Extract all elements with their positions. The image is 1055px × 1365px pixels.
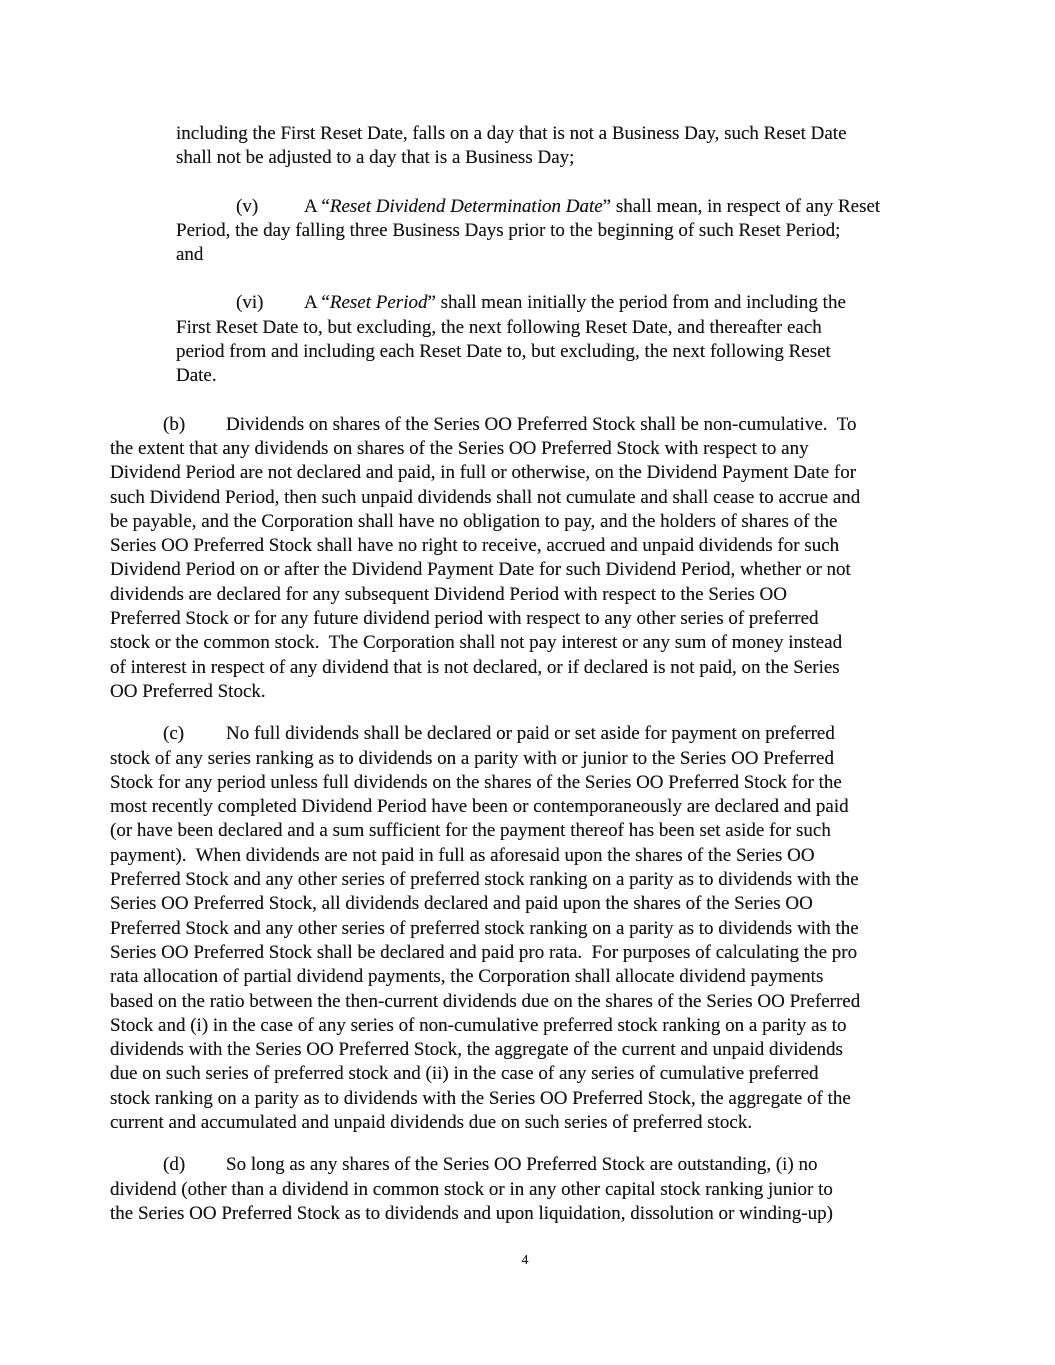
text-segment: A “ <box>304 292 330 314</box>
text-segment: Stock for any period unless full dividends on the shares of the Series OO Preferred Stock for the <box>110 771 842 793</box>
clause-c-parity-dividends <box>110 722 940 1135</box>
text-line <box>110 868 940 892</box>
text-segment: be payable, and the Corporation shall have no obligation to pay, and the holders of shares of the <box>110 510 838 532</box>
text-line <box>110 413 940 437</box>
text-segment: ” shall mean, in respect of any Reset <box>602 195 881 217</box>
text-line <box>110 990 940 1014</box>
text-line <box>176 195 940 219</box>
text-segment: Dividend Period are not declared and paid, in full or otherwise, on the Dividend Payment Date for <box>110 462 857 484</box>
text-line <box>110 461 940 485</box>
clause-label: (vi) <box>236 292 264 314</box>
text-line <box>110 771 940 795</box>
defined-term-italic: Reset Dividend Determination Date <box>329 195 603 217</box>
clause-label: (d) <box>163 1154 186 1176</box>
text-line <box>110 965 940 989</box>
text-segment: Series OO Preferred Stock, all dividends declared and paid upon the shares of the Series OO <box>110 893 813 915</box>
text-segment: shall not be adjusted to a day that is a Business Day; <box>176 147 575 169</box>
text-segment: Preferred Stock and any other series of preferred stock ranking on a parity as to dividends with the <box>110 869 859 891</box>
text-segment: Series OO Preferred Stock shall be declared and paid pro rata. For purposes of calculating the pro <box>110 941 858 963</box>
text-segment: Preferred Stock and any other series of preferred stock ranking on a parity as to dividends with the <box>110 917 859 939</box>
text-segment: A “ <box>304 195 330 217</box>
clause-label: (b) <box>163 413 186 435</box>
text-line <box>110 534 940 558</box>
text-segment: due on such series of preferred stock and (ii) in the case of any series of cumulative preferred <box>110 1063 819 1085</box>
text-segment: including the First Reset Date, falls on a day that is not a Business Day, such Reset Date <box>176 123 847 144</box>
text-segment: such Dividend Period, then such unpaid dividends shall not cumulate and shall cease to accrue and <box>110 486 861 508</box>
text-line <box>110 656 940 680</box>
defined-term-italic: Reset Period <box>329 292 428 314</box>
text-line <box>176 316 940 340</box>
clause-label: (v) <box>236 195 259 217</box>
text-segment: stock of any series ranking as to dividends on a parity with or junior to the Series OO Preferred <box>110 747 834 769</box>
text-line <box>110 1178 940 1202</box>
definition-vi-reset-period <box>176 291 940 388</box>
text-segment: ” shall mean initially the period from and including the <box>427 292 846 314</box>
text-segment: So long as any shares of the Series OO Preferred Stock are outstanding, (i) no <box>226 1154 818 1176</box>
text-line <box>110 1014 940 1038</box>
text-line <box>110 1153 940 1177</box>
text-segment: the extent that any dividends on shares of the Series OO Preferred Stock with respect to any <box>110 437 809 459</box>
text-segment: Date. <box>176 365 217 387</box>
text-line <box>110 486 940 510</box>
text-segment: period from and including each Reset Date to, but excluding, the next following Reset <box>176 341 831 363</box>
text-segment: payment). When dividends are not paid in full as aforesaid upon the shares of the Series OO <box>110 844 815 866</box>
text-segment: dividends are declared for any subsequent Dividend Period with respect to the Series OO <box>110 583 787 605</box>
text-line <box>176 340 940 364</box>
text-line <box>110 747 940 771</box>
text-line <box>110 558 940 582</box>
text-line <box>110 722 940 746</box>
text-line <box>110 1087 940 1111</box>
text-line <box>110 917 940 941</box>
text-line <box>110 437 940 461</box>
text-line <box>110 1062 940 1086</box>
text-line <box>176 122 940 146</box>
clause-d-outstanding-restrictions <box>110 1153 940 1226</box>
text-line <box>176 291 940 315</box>
text-segment: Preferred Stock or for any future dividend period with respect to any other series of preferred <box>110 608 819 630</box>
clause-label: (c) <box>163 723 185 745</box>
text-segment: Series OO Preferred Stock shall have no right to receive, accrued and unpaid dividends for such <box>110 535 840 557</box>
text-segment: dividends with the Series OO Preferred Stock, the aggregate of the current and unpaid dividends <box>110 1039 843 1061</box>
page-number: 4 <box>521 1252 529 1268</box>
text-line <box>110 892 940 916</box>
clause-reset-date-continuation <box>176 122 940 171</box>
text-line <box>110 607 940 631</box>
text-segment: the Series OO Preferred Stock as to dividends and upon liquidation, dissolution or winding-up) <box>110 1202 833 1224</box>
text-segment: rata allocation of partial dividend payments, the Corporation shall allocate dividend payments <box>110 966 824 988</box>
text-line <box>176 364 940 388</box>
text-segment: of interest in respect of any dividend that is not declared, or if declared is not paid, on the Series <box>110 656 840 678</box>
text-segment: and <box>176 244 204 266</box>
text-segment: Dividends on shares of the Series OO Preferred Stock shall be non-cumulative. To <box>226 413 857 435</box>
text-line <box>110 1111 940 1135</box>
definition-v-reset-dividend-determination-date <box>176 195 940 268</box>
text-line <box>110 583 940 607</box>
clause-b-non-cumulative-dividends <box>110 413 940 705</box>
text-segment: Period, the day falling three Business Days prior to the beginning of such Reset Period; <box>176 219 841 241</box>
text-line <box>110 844 940 868</box>
text-segment: stock ranking on a parity as to dividends with the Series OO Preferred Stock, the aggregate of the <box>110 1087 851 1109</box>
text-line <box>110 631 940 655</box>
text-line <box>110 1038 940 1062</box>
text-segment: dividend (other than a dividend in common stock or in any other capital stock ranking junior to <box>110 1178 833 1200</box>
text-segment: most recently completed Dividend Period have been or contemporaneously are declared and paid <box>110 796 849 818</box>
text-segment: stock or the common stock. The Corporation shall not pay interest or any sum of money instead <box>110 632 843 654</box>
text-segment: No full dividends shall be declared or paid or set aside for payment on preferred <box>226 723 835 745</box>
text-line <box>176 219 940 243</box>
text-line <box>110 941 940 965</box>
text-segment: First Reset Date to, but excluding, the next following Reset Date, and thereafter each <box>176 316 822 338</box>
text-line <box>176 146 940 170</box>
text-line <box>176 243 940 267</box>
text-line <box>110 819 940 843</box>
text-line <box>110 680 940 704</box>
text-line <box>110 795 940 819</box>
text-line <box>110 1202 940 1226</box>
text-segment: based on the ratio between the then-current dividends due on the shares of the Series OO Preferred <box>110 990 861 1012</box>
text-line <box>110 510 940 534</box>
text-segment: Stock and (i) in the case of any series of non-cumulative preferred stock ranking on a parity as to <box>110 1014 847 1036</box>
document-body <box>110 122 940 1226</box>
text-segment: current and accumulated and unpaid dividends due on such series of preferred stock. <box>110 1111 753 1133</box>
text-segment: OO Preferred Stock. <box>110 680 266 702</box>
text-segment: Dividend Period on or after the Dividend Payment Date for such Dividend Period, whether or not <box>110 559 851 581</box>
text-segment: (or have been declared and a sum sufficient for the payment thereof has been set aside for such <box>110 820 831 842</box>
